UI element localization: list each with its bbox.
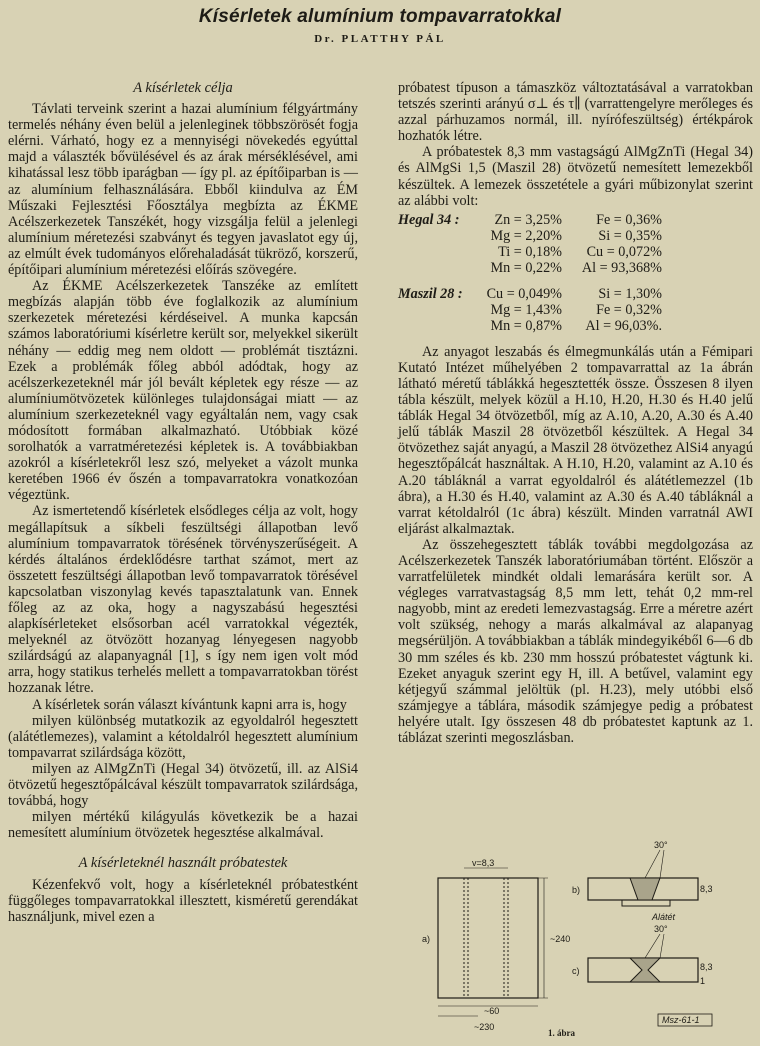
figure-dim-v: v=8,3 xyxy=(472,858,495,868)
paragraph: próbatest típuson a támaszköz változtatásával a varratokban tetszés szerinti arányú σ⊥ és τ∥ (varrattengelyre merőleges és azzal párhuzamos normál, ill. nyírófeszültség) értékpárok hozhatók létre. xyxy=(398,80,753,145)
figure-thickness-c-root: 1 xyxy=(700,976,706,986)
author-name: Dr. PLATTHY PÁL xyxy=(314,33,446,45)
paragraph: Az ÉKME Acélszerkezetek Tanszéke az említett megbízás alapján több éve foglalkozik az alumínium szerkezetek méretezési kérdéseivel. A munka kapcsán számos laboratóriumi kísérletre került sor, melyekkel sikerült néhány — eddig meg nem oldott — problémát tisztázni. Ezek a problémák főleg abból adódtak, hogy az acélszerkezeteknél már jól bevált képletek egy része — az alumíniumötvözetek különleges tulajdonságai miatt — az alumínium szerkezeteknél vagy egyáltalán nem, vagy csak módosított formában alkalmazható. Utóbbiak közé sorolhatók a varratméretezési képletek is. A továbbiakban azokról a kísérletekről lesz szó, melyeket a vázolt munka keretében 1966 év őszén a tompavarratokra vonatkozóan végeztünk. xyxy=(8,278,358,504)
paragraph: Az összehegesztett táblák további megdolgozása az Acélszerkezetek Tanszék laboratóriumában történt. Először a varratfelületek mindkét oldali lemarására került sor. A végleges varratvastagság 8,5 mm lett, tehát 0,2 mm-rel nagyobb, mint az eredeti lemezvastagság. Erre a méretre azért volt szükség, nehogy a marás alkalmával az alapanyag megsérüljön. A továbbiakban a táblák mindegyikéből 6—6 db 30 mm széles és kb. 230 mm hosszú próbatestet vágtunk ki. Ezeket anyaguk szerint egy H, ill. A betűvel, valamint egy kétjegyű számmal jelöltük (pl. H.23), mely utóbbi első számjegye a táblára, második számjegye pedig a próbatest helyére utalt. Igy összesen 48 db próbatestet kaptunk az 1. táblázat szerinti megoszlásban. xyxy=(398,536,753,746)
alloy-name: Maszil 28 : xyxy=(398,285,463,302)
composition-value: Fe = 0,36% xyxy=(596,211,662,228)
alloy-composition-hegal xyxy=(398,212,753,276)
composition-value: Mg = 1,43% xyxy=(490,301,562,318)
figure-panel-c xyxy=(572,924,713,1026)
right-column xyxy=(398,80,753,746)
figure-label-b: b) xyxy=(572,885,581,895)
figure-label-a: a) xyxy=(422,934,431,944)
composition-value: Ti = 0,18% xyxy=(498,243,562,260)
figure-dim-240: ~240 xyxy=(550,934,571,944)
article-title: Kísérletek alumínium tompavarratokkal xyxy=(198,6,562,27)
section-heading-specimens: A kísérleteknél használt próbatestek xyxy=(78,855,288,872)
figure-angle-c: 30° xyxy=(654,924,668,934)
composition-value: Cu = 0,072% xyxy=(586,243,662,260)
composition-value: Zn = 3,25% xyxy=(494,211,562,228)
paragraph: Kézenfekvő volt, hogy a kísérleteknél próbatestként függőleges tompavarratokkal illesztett, kisméretű gerendákat használjunk, mivel ezen a xyxy=(8,876,358,925)
composition-value: Mn = 0,87% xyxy=(490,317,562,334)
paragraph: milyen különbség mutatkozik az egyoldalról hegesztett (alátétlemezes), valamint a kétoldalról hegesztett alumínium tompavarrat szilárdsága között, xyxy=(8,712,358,761)
alloy-name: Hegal 34 : xyxy=(398,211,460,228)
paragraph: A kísérletek során választ kívántunk kapni arra is, hogy xyxy=(32,696,347,713)
composition-value: Cu = 0,049% xyxy=(486,285,562,302)
paragraph: milyen mértékű kilágyulás következik be a hazai nemesített alumínium ötvözetek hegesztése alkalmával. xyxy=(8,809,358,842)
alloy-composition-maszil xyxy=(398,286,753,334)
figure-angle-b: 30° xyxy=(654,840,668,850)
composition-value: Si = 0,35% xyxy=(598,227,662,244)
figure-stamp: Msz-61-1 xyxy=(662,1015,700,1025)
paragraph: A próbatestek 8,3 mm vastagságú AlMgZnTi (Hegal 34) és AlMgSi 1,5 (Maszil 28) ötvözetű nemesített lemezekből készültek. A lemezek összetétele a gyári műbizonylat szerint az alábbi volt: xyxy=(398,144,753,209)
composition-value: Fe = 0,32% xyxy=(596,301,662,318)
figure-dim-230: ~230 xyxy=(474,1022,495,1032)
figure-backing-label: Alátét xyxy=(652,912,676,922)
composition-value: Mn = 0,22% xyxy=(490,259,562,276)
paragraph: Távlati terveink szerint a hazai alumínium félgyártmány termelés néhány éven belül a jelenleginek többszörösét fogja elérni. Várható, hogy ez a mennyiségi növekedés egyúttal majd a választék bővülésével és az árak mérséklésével, ami kihatással lesz több iparágban — így pl. az építőiparban is — az alumínium felhasználására. Ebből kiindulva az ÉM Műszaki Fejlesztési Főosztálya megbízta az ÉKME Acélszerkezetek Tanszékét, hogy vizsgálja felül a jelenlegi alumínium méretezési szabványt és tegyen javaslatot egy új, az elmúlt évek tudományos előrehaladását tükröző, korszerű, építőipari alumínium méretezési előírás szövegére. xyxy=(8,101,358,279)
composition-value: Mg = 2,20% xyxy=(490,227,562,244)
figure-panel-a xyxy=(422,858,570,1032)
figure-dim-60: ~60 xyxy=(484,1006,500,1016)
figure-thickness-c: 8,3 xyxy=(700,962,713,972)
figure-1-weld-specimen-drawing xyxy=(408,838,718,1043)
figure-label-c: c) xyxy=(572,966,580,976)
paragraph: Az ismertetendő kísérletek elsődleges célja az volt, hogy megállapítsuk a síkbeli feszültségi állapotban levő alumínium tompavarratok törésének törvényszerűségeit. A kérdés általános érdeklődésre tarthat számot, mert az összetett feszültségi állapotban levő tompavarratok törésével kapcsolatban viszonylag kevés tapasztalatunk van. Ennek főleg az az oka, hogy a nagyszabású hegesztési alapkísérleteket elsősorban acél varratokkal végezték, melyeknél az ötvözött hozanyag lényegesen nagyobb szilárdságú az alapanyagnál [1], s így nem igen volt mód arra, hogy statikus terhelés mellett a tompavarratokban törést hozzanak létre. xyxy=(8,503,358,697)
composition-value: Al = 96,03%. xyxy=(585,317,662,334)
left-column xyxy=(8,58,358,925)
figure-panel-b xyxy=(572,840,713,922)
section-heading-goal: A kísérletek célja xyxy=(133,80,233,96)
paragraph: milyen az AlMgZnTi (Hegal 34) ötvözetű, ill. az AlSi4 ötvözetű hegesztőpálcával készült tompavarratok szilárdsága, továbbá, hogy xyxy=(8,760,358,810)
figure-thickness-b: 8,3 xyxy=(700,884,713,894)
composition-value: Al = 93,368% xyxy=(581,259,662,276)
figure-caption: 1. ábra xyxy=(548,1028,575,1038)
composition-value: Si = 1,30% xyxy=(598,285,662,302)
paragraph: Az anyagot leszabás és élmegmunkálás után a Fémipari Kutató Intézet műhelyében 2 tompavarrattal az 1a ábrán látható méretű táblákká hegesztették össze. Összesen 8 ilyen tábla készült, melyek közül a H.10, H.20, H.30 és H.40 jelű táblák Hegal 34 ötvözetből, míg az A.10, A.20, A.30 és A.40 jelű táblák Maszil 28 ötvözetből készültek. A Hegal 34 ötvözethez saját anyagú, a Maszil 28 ötvözethez AlSi4 anyagú hegesztőpálcát használtak. A H.10, H.20, valamint az A.10 és A.20 tábláknál a varrat egyoldalról és alátétlemezzel (1b ábra), a H.30 és H.40, valamint az A.30 és A.40 tábláknál a varrat kétoldalról (1c ábra) készült. Minden varratnál AWI eljárást alkalmaztak. xyxy=(398,343,753,537)
